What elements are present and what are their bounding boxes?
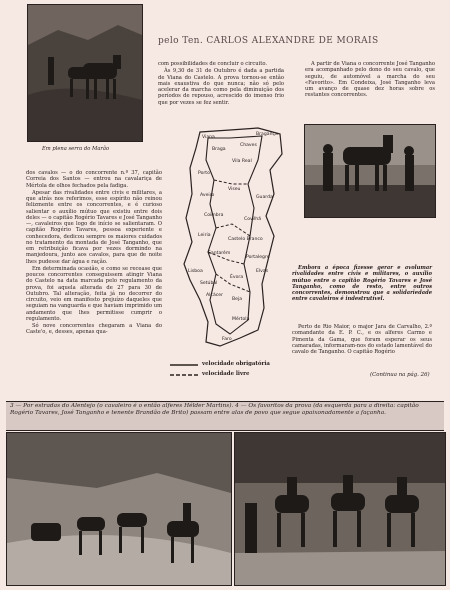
paragraph: Às 9,30 de 31 de Outubro é dada a partida de Viana do Castelo. A prova tornou-se então mais exaustiva do que nunca; não só pelo acelerar da marcha como pela diminuição dos períodos de repouso, acrescido do imenso frio que por vezes se fez sentir. bbox=[158, 68, 284, 106]
column-right-top bbox=[305, 61, 435, 100]
map-label: Guarda bbox=[256, 195, 273, 200]
byline: pelo Ten. CARLOS ALEXANDRE DE MORAIS bbox=[158, 36, 379, 46]
map-label: Castelo Branco bbox=[228, 237, 263, 242]
photo-alentejo-road bbox=[6, 432, 232, 586]
route-free bbox=[208, 180, 250, 292]
paragraph: Embora a época fizesse gerar e avolumar rivalidades entre civis e militares, o auxílio mútuo entre o capitão Rogério Tavares e José Tanganho, como de resto, entre outros concorrentes, demonstrou que a solidariedade entre cavaleiros é indestrutível. bbox=[292, 265, 432, 303]
column-right-main bbox=[292, 265, 432, 304]
photo-serra-marao bbox=[27, 4, 143, 142]
portugal-route-map bbox=[170, 124, 288, 360]
legend-obrigatoria: velocidade obrigatória bbox=[202, 361, 270, 367]
photo-favoritos bbox=[234, 432, 446, 586]
bottom-caption: 3 — Por estradas do Alentejo (o cavaleiro é o então alferes Hélder Martins). 4 — Os favoritos da prova (da esquerda para a direita: capitão Rogério Tavares, José Tanganho e tenente Brandão de Brito) passam entre alas de povo que segue apaixonadamente a façanha. bbox=[10, 403, 419, 416]
map-label: Elvas bbox=[256, 269, 269, 274]
map-label: Portalegre bbox=[246, 255, 270, 260]
map-label: Setúbal bbox=[200, 281, 218, 286]
map-label: Leiria bbox=[198, 233, 211, 238]
route-obligatory bbox=[206, 136, 262, 334]
map-label: Faro bbox=[222, 337, 232, 342]
map-label: Vila Real bbox=[232, 159, 252, 164]
map-label: Braga bbox=[212, 147, 226, 152]
map-label: Alcácer bbox=[206, 293, 224, 298]
legend-dashed-line bbox=[170, 372, 198, 378]
map-label: Chaves bbox=[240, 143, 257, 148]
legend-livre: velocidade livre bbox=[202, 371, 250, 377]
paragraph: A partir de Viana o concorrente José Tanganho era acompanhado pelo dono do seu cavalo, que seguiu, de automóvel a marcha do seu «Favorito». Em Condeixa, José Tanganho leva um avanço de quase dez horas sobre os restantes concorrentes. bbox=[305, 61, 435, 99]
map-label: Covilhã bbox=[244, 217, 262, 222]
map-label: Viana bbox=[202, 135, 215, 140]
map-label: Bragança bbox=[256, 132, 278, 137]
map-label: Aveiro bbox=[200, 193, 215, 198]
map-label: Beja bbox=[232, 297, 243, 302]
photo-caption-serra: Em plena serra do Marão bbox=[42, 146, 110, 152]
legend-solid-line bbox=[170, 362, 198, 368]
paragraph: com possibilidades de concluir o circuito. bbox=[158, 61, 268, 67]
column-left-main bbox=[26, 170, 162, 337]
map-label: Évora bbox=[230, 275, 244, 280]
map-label: Coimbra bbox=[204, 213, 224, 218]
map-label: Viseu bbox=[228, 187, 241, 192]
paragraph: Perto de Rio Maior, o major Jara de Carvalho, 2.º comandante da E. P. C., e os alferes Carmo e Pimenta da Gama, que foram esperar os seus camaradas, informaram-nos do estado lamentável do cavalo de Tanganho. O capitão Rogério bbox=[292, 324, 432, 355]
paragraph: Só nove concorrentes chegaram a Viana do Caste'o, e, desses, apenas qua- bbox=[26, 323, 162, 336]
photo-riders bbox=[304, 124, 436, 218]
map-label: Santarém bbox=[208, 251, 231, 256]
paragraph: Em determinada ocasião, e como se recease que poucos concorrentes conseguissem atingir Viana do Castelo na data marcada pelo regulamento da prova, foi aquela alterada de 27 para 30 de Outubro. Tal alteração, feita já no decorrer do circuito, veio em manifesto prejuízo daqueles que seguiam na vanguarda e que haviam imprimido um andamento que lhes permitisse cumprir o regulamento. bbox=[26, 265, 162, 322]
continued-reference: (Continua na pág. 26) bbox=[370, 372, 430, 378]
paragraph: Apesar das rivalidades entre civis e militares, a que atrás nos referimos, esse espírito não reinou felizmente entre os concorrentes, e é curioso salientar o auxílio mútuo que existiu entre dois deles — o capitão Rogério Tavares e José Tanganho —, cavaleiros que logo de início se salientaram. O capitão Rogério Tavares, pessoa experiente e conhecedora, dedicou sempre os maiores cuidados no tratamento da montada de José Tanganho, que em retribuição ficava por vezes dormindo na manjedoura, junto aos cavalos, para que de noite lhes pudesse dar água e ração. bbox=[26, 189, 162, 265]
column-right-main-2 bbox=[292, 324, 432, 356]
map-label: Mértola bbox=[232, 317, 250, 322]
map-label: Lisboa bbox=[188, 269, 203, 274]
column-center-top bbox=[158, 61, 284, 107]
paragraph: dos cavalos — o do concorrente n.º 37, capitão Correia dos Santos — entrou na cavalariça de Mértola de olhos fechados pela fadiga. bbox=[26, 170, 162, 189]
map-label: Porto bbox=[198, 171, 210, 176]
